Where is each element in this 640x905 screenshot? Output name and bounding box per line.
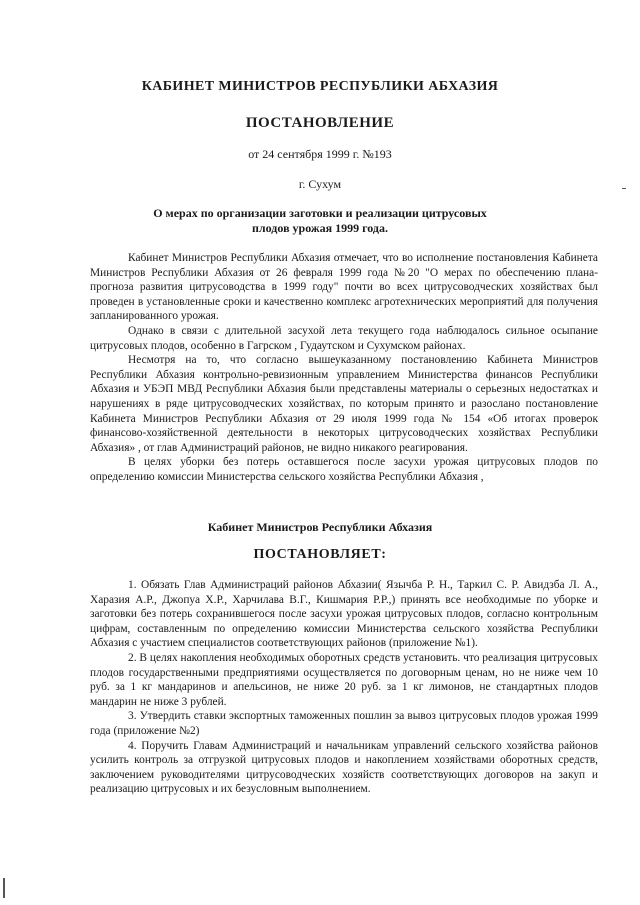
subject-line: плодов урожая 1999 года. [252,221,388,235]
resolution-item: 3. Утвердить ставки экспортных таможенных пошлин за вывоз цитрусовых плодов урожая 1999 года (приложение №2) [90,710,598,737]
document-city: г. Сухум [298,177,342,191]
resolution-items [90,578,598,797]
intro-section [90,251,598,485]
org-line: Кабинет Министров Республики Абхазия [207,520,433,534]
paragraph: Кабинет Министров Республики Абхазия отмечает, что во исполнение постановления Кабинета Министров Республики Абхазия от 26 февраля 1999 года №20 "О мерах по обеспечению плана-прогноза развития цитрусоводства в 1999 году" почти во всех цитрусоводческих хозяйствах был проведен в установленные сроки и качественно комплекс агротехнических мероприятий для получения запланированного урожая. [90,252,598,323]
resolution-item: 4. Поручить Главам Администраций и начальникам управлений сельского хозяйства районов усилить контроль за отгрузкой цитрусовых плодов и накоплением хозяйствами оборотных средств, заключением руководителями цитрусоводческих хозяйств соответствующих договоров на закуп и реализацию цитрусовых и их безусловным выполнением. [90,739,598,796]
document-date: от 24 сентября 1999 г. №193 [248,147,392,161]
paragraph: Однако в связи с длительной засухой лета текущего года наблюдалось сильное осыпание цитрусовых плодов, особенно в Гагрском , Гудаутском и Сухумском районах. [90,324,598,352]
document-subject [0,206,640,236]
paragraph: Несмотря на то, что согласно вышеуказанному постановлению Кабинета Министров Республики Абхазия контрольно-ревизионным управлением Министерства финансов Республики Абхазия и УБЭП МВД Республики Абхазия были представлены материалы о серьезных недостатках и нарушениях в ряде цитрусоводческих хозяйствах, по которым принято и разослано постановление Кабинета Министров Республики Абхазия от 29 июля 1999 года № 154 «Об итогах проверок финансово-хозяйственной деятельности в некоторых цитрусоводческих хозяйствах Республики Абхазия» , от глав Администраций районов, не видно никакого реагирования. [90,354,598,454]
paragraph: В целях уборки без потерь оставшегося после засухи урожая цитрусовых плодов по определению комиссии Министерства сельского хозяйства Республики Абхазия , [90,456,598,483]
resolution-item: 2. В целях накопления необходимых оборотных средств установить. что реализация цитрусовых плодов государственными предприятиями осуществляется по договорным ценам, но не ниже чем 10 руб. за 1 кг мандаринов и апельсинов, не ниже 20 руб. за 1 кг лимонов, не стандартных плодов мандарин не ниже 3 рублей. [90,651,598,708]
subject-line: О мерах по организации заготовки и реализации цитрусовых [153,206,487,220]
scan-mark [622,188,626,189]
resolution-item: 1. Обязать Глав Администраций районов Абхазии( Язычба Р. Н., Таркил С. Р. Авидзба Л. А., Харазия А.Р., Джопуа Х.Р., Харчилава В.Г., Кишмария Р.Р.,) принять все необходимые по уборке и заготовки без потерь сохранившегося после засухи урожая цитрусовых плодов, согласно контрольным цифрам, составленным по определению комиссии Министерства сельского хозяйства Республики Абхазия с участием специалистов соответствующих районов (приложение №1). [90,579,598,650]
document-title: КАБИНЕТ МИНИСТРОВ РЕСПУБЛИКИ АБХАЗИЯ [141,79,499,94]
scan-mark [3,878,5,898]
resolves-heading: ПОСТАНОВЛЯЕТ: [253,547,387,562]
document-heading: ПОСТАНОВЛЕНИЕ [245,115,395,131]
